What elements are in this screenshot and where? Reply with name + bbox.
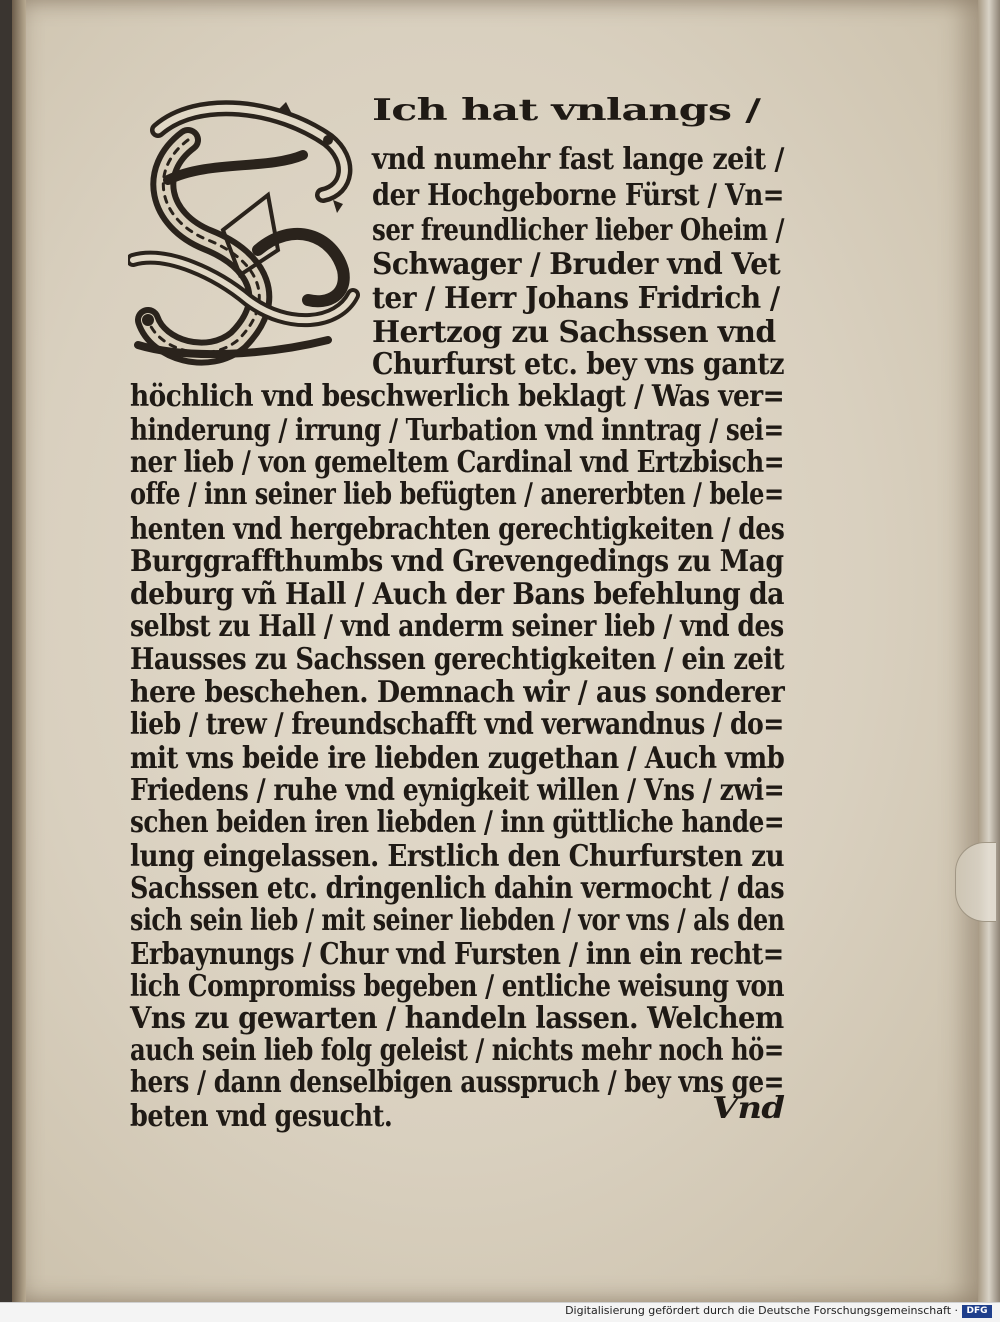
dfg-logo: DFG — [962, 1305, 992, 1318]
text-line: beten vnd gesucht. — [130, 1099, 393, 1134]
text-line: Churfurst etc. bey vns gantz — [372, 347, 784, 382]
text-line: sich sein lieb / mit seiner liebden / vor vns / als den — [130, 903, 785, 938]
text-line: schen beiden iren liebden / inn güttliche hande= — [130, 805, 785, 840]
text-line: lieb / trew / freundschafft vnd verwandnus / do= — [130, 707, 784, 742]
text-line: Erbaynungs / Chur vnd Fursten / inn ein recht= — [130, 937, 784, 972]
page-clip — [955, 842, 996, 922]
text-line: lung eingelassen. Erstlich den Churfursten zu — [130, 839, 785, 874]
text-line: here beschehen. Demnach wir / aus sonderer — [130, 675, 785, 710]
text-line: ter / Herr Johans Fridrich / — [372, 281, 780, 316]
text-line: lich Compromiss begeben / entliche weisung von — [130, 969, 785, 1004]
text-line: Burggraffthumbs vnd Grevengedings zu Mag — [130, 544, 784, 579]
footer-credit: Digitalisierung gefördert durch die Deutsche Forschungsgemeinschaft · — [565, 1304, 958, 1317]
text-line: höchlich vnd beschwerlich beklagt / Was ver= — [130, 379, 785, 414]
text-line: der Hochgeborne Fürst / Vn= — [372, 178, 784, 213]
text-line: hers / dann denselbigen ausspruch / bey vns ge= — [130, 1065, 784, 1100]
text-line: mit vns beide ire liebden zugethan / Auch vmb — [130, 741, 785, 776]
text-line: vnd numehr fast lange zeit / — [372, 142, 784, 177]
page-edge — [978, 0, 1000, 1302]
text-line: Friedens / ruhe vnd eynigkeit willen / Vns / zwi= — [130, 773, 785, 808]
text-line: Ich hat vnlangs / — [372, 93, 761, 128]
text-line: Sachssen etc. dringenlich dahin vermocht / das — [130, 871, 785, 906]
text-line: ner lieb / von gemeltem Cardinal vnd Ertzbisch= — [130, 445, 785, 480]
text-line: deburg vñ Hall / Auch der Bans befehlung da — [130, 577, 784, 612]
text-line: offe / inn seiner lieb befügten / anererbten / bele= — [130, 477, 784, 512]
text-line: auch sein lieb folg geleist / nichts mehr noch hö= — [130, 1033, 784, 1068]
catchword: Vnd — [712, 1091, 785, 1126]
text-line: Hausses zu Sachssen gerechtigkeiten / ein zeit — [130, 642, 785, 677]
binding-edge — [12, 0, 26, 1302]
text-line: Schwager / Bruder vnd Vet — [372, 247, 781, 282]
decorated-initial-s — [128, 100, 360, 368]
text-line: hinderung / irrung / Turbation vnd inntrag / sei= — [130, 413, 784, 448]
text-line: selbst zu Hall / vnd anderm seiner lieb / vnd des — [130, 609, 784, 644]
text-line: Hertzog zu Sachssen vnd — [372, 315, 776, 350]
text-line: henten vnd hergebrachten gerechtigkeiten / des — [130, 512, 785, 547]
text-line: ser freundlicher lieber Oheim / — [372, 213, 785, 248]
text-line: Vns zu gewarten / handeln lassen. Welchem — [130, 1001, 784, 1036]
